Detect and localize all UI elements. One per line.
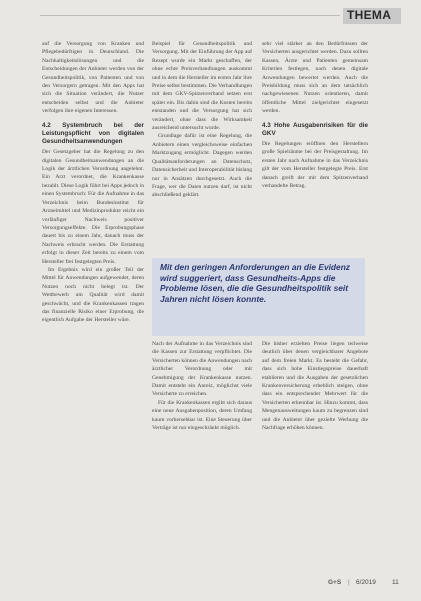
col1-subhead: 4.2 Systembruch bei der Leistungspflicht von digitalen Gesundheitsanwendungen [42, 121, 144, 146]
column-3 [262, 40, 368, 191]
col3-paragraph-1: sehr viel stärker an den Bedürfnissen der Versicherten ausgerichtet werden. Dazu sollten Kassen, Ärzte und Patienten gemeinsam Kriterien festlegen, nach denen digitale Anwendungen bewertet werden. Auch die Preisbildung muss sich an dem tatsächlich nachgewiesenen Nutzen orientieren, damit öffentliche Mittel zielgerichtet eingesetzt werden. [262, 41, 368, 115]
col1-paragraph-1: auf die Versorgung von Kranken und Pflegebedürftigen in Deutschland. Die Nachhaltigkeitslösungen und die Entscheidungen der Anbieter werden von der Gesundheitspolitik, von Patienten und von den Versorgern getragen. Mit den Apps hat sich die Situation verändert, die Nutzer entscheiden selbst und die Anbieter verfolgen ihre eigenen Interessen. [42, 41, 144, 115]
col2-paragraph-1: Beispiel für Gesundheitspolitik und Versorgung. Mit der Einführung der App auf Rezept wurde ein Markt geschaffen, der ohne echte Preisverhandlungen auskommt und in dem die Hersteller im ersten Jahr ihre Preise selbst bestimmen. Die Verhandlungen mit dem GKV-Spitzenverband setzen erst später ein. Bis dahin sind die Kosten bereits entstanden und die Versorgung hat sich verändert, ohne dass die Wirksamkeit ausreichend untersucht wurde. [152, 41, 252, 132]
col3-paragraph-3: Die bisher erzielten Preise liegen teilweise deutlich über denen vergleichbarer Angebote auf dem freien Markt. Es besteht die Gefahr, dass sich hohe Einstiegspreise dauerhaft etablieren und die Ausgaben der gesetzlichen Krankenversicherung erheblich steigen, ohne dass ein entsprechender Mehrwert für die Versicherten erkennbar ist. Hinzu kommt, dass Mengenausweitungen kaum zu begrenzen sind und die Anbieter über gezielte Werbung die Nachfrage erhöhen können. [262, 341, 368, 432]
col1-paragraph-2: Der Gesetzgeber hat die Regelung zu den digitalen Gesundheitsanwendungen an die Logik der ärztlichen Verordnung angelehnt. Ein Arzt verordnet, die Krankenkasse bezahlt. Diese Logik führt bei Apps jedoch in einen Systembruch: Für die Aufnahme in das Verzeichnis beim Bundesinstitut für Arzneimittel und Medizinprodukte reicht ein vorläufiger Nachweis positiver Versorgungseffekte. Die Erprobungsphase dauert bis zu einem Jahr, danach muss der Nachweis erbracht werden. Die Erstattung erfolgt in dieser Zeit bereits zu einem vom Hersteller frei festgelegten Preis. [42, 149, 144, 265]
column-1 [42, 40, 144, 325]
page-number: 11 [392, 579, 399, 586]
col1-paragraph-3: Im Ergebnis wird ein großer Teil der Mittel für Anwendungen aufgewendet, deren Nutzen noch nicht belegt ist. Der Wettbewerb um Qualität wird damit geschwächt, und die Krankenkassen tragen das finanzielle Risiko einer Erprobung, die eigentlich Aufgabe der Hersteller wäre. [42, 266, 144, 324]
col3-subhead: 4.3 Hohe Ausgabenrisiken für die GKV [262, 121, 368, 137]
footer-separator: | [348, 579, 350, 586]
section-label: THEMA [347, 8, 392, 22]
column-2-lower [152, 340, 252, 432]
col2-paragraph-4: Für die Krankenkassen ergibt sich daraus eine neue Ausgabenposition, deren Umfang kaum vorhersehbar ist. Eine Steuerung über Verträge ist nur eingeschränkt möglich. [152, 399, 252, 432]
footer-issue: 6/2019 [356, 579, 376, 586]
column-3-lower [262, 340, 368, 432]
col2-paragraph-2: Grundlage dafür ist eine Regelung, die Anbietern einen vergleichsweise einfachen Marktzugang ermöglicht. Dagegen werden Qualitätsanforderungen an Datenschutz, Datensicherheit und Interoperabilität bislang nur in Ansätzen durchgesetzt. Auch die Frage, wer die Daten nutzen darf, ist nicht abschließend geklärt. [152, 133, 252, 199]
footer-brand: G+S [328, 579, 342, 586]
col3-paragraph-2: Die Regelungen eröffnen den Herstellern große Spielräume bei der Preisgestaltung. Im ersten Jahr nach Aufnahme in das Verzeichnis gilt der vom Hersteller festgelegte Preis. Erst danach greift der mit dem Spitzenverband verhandelte Betrag. [262, 141, 368, 190]
header-rule [40, 15, 340, 16]
col2-paragraph-3: Nach der Aufnahme in das Verzeichnis sind die Kassen zur Erstattung verpflichtet. Die Versicherten können die Anwendungen nach ärztlicher Verordnung oder mit Genehmigung der Krankenkasse nutzen. Damit entsteht ein Anreiz, möglichst viele Versicherte zu erreichen. [152, 341, 252, 398]
pullquote-text: Mit den geringen Anforderungen an die Evidenz wird suggeriert, dass Gesundheits-Apps die Probleme lösen, die die Gesundheitspolitik seit Jahren nicht lösen konnte. [160, 262, 350, 305]
column-2 [152, 40, 252, 200]
